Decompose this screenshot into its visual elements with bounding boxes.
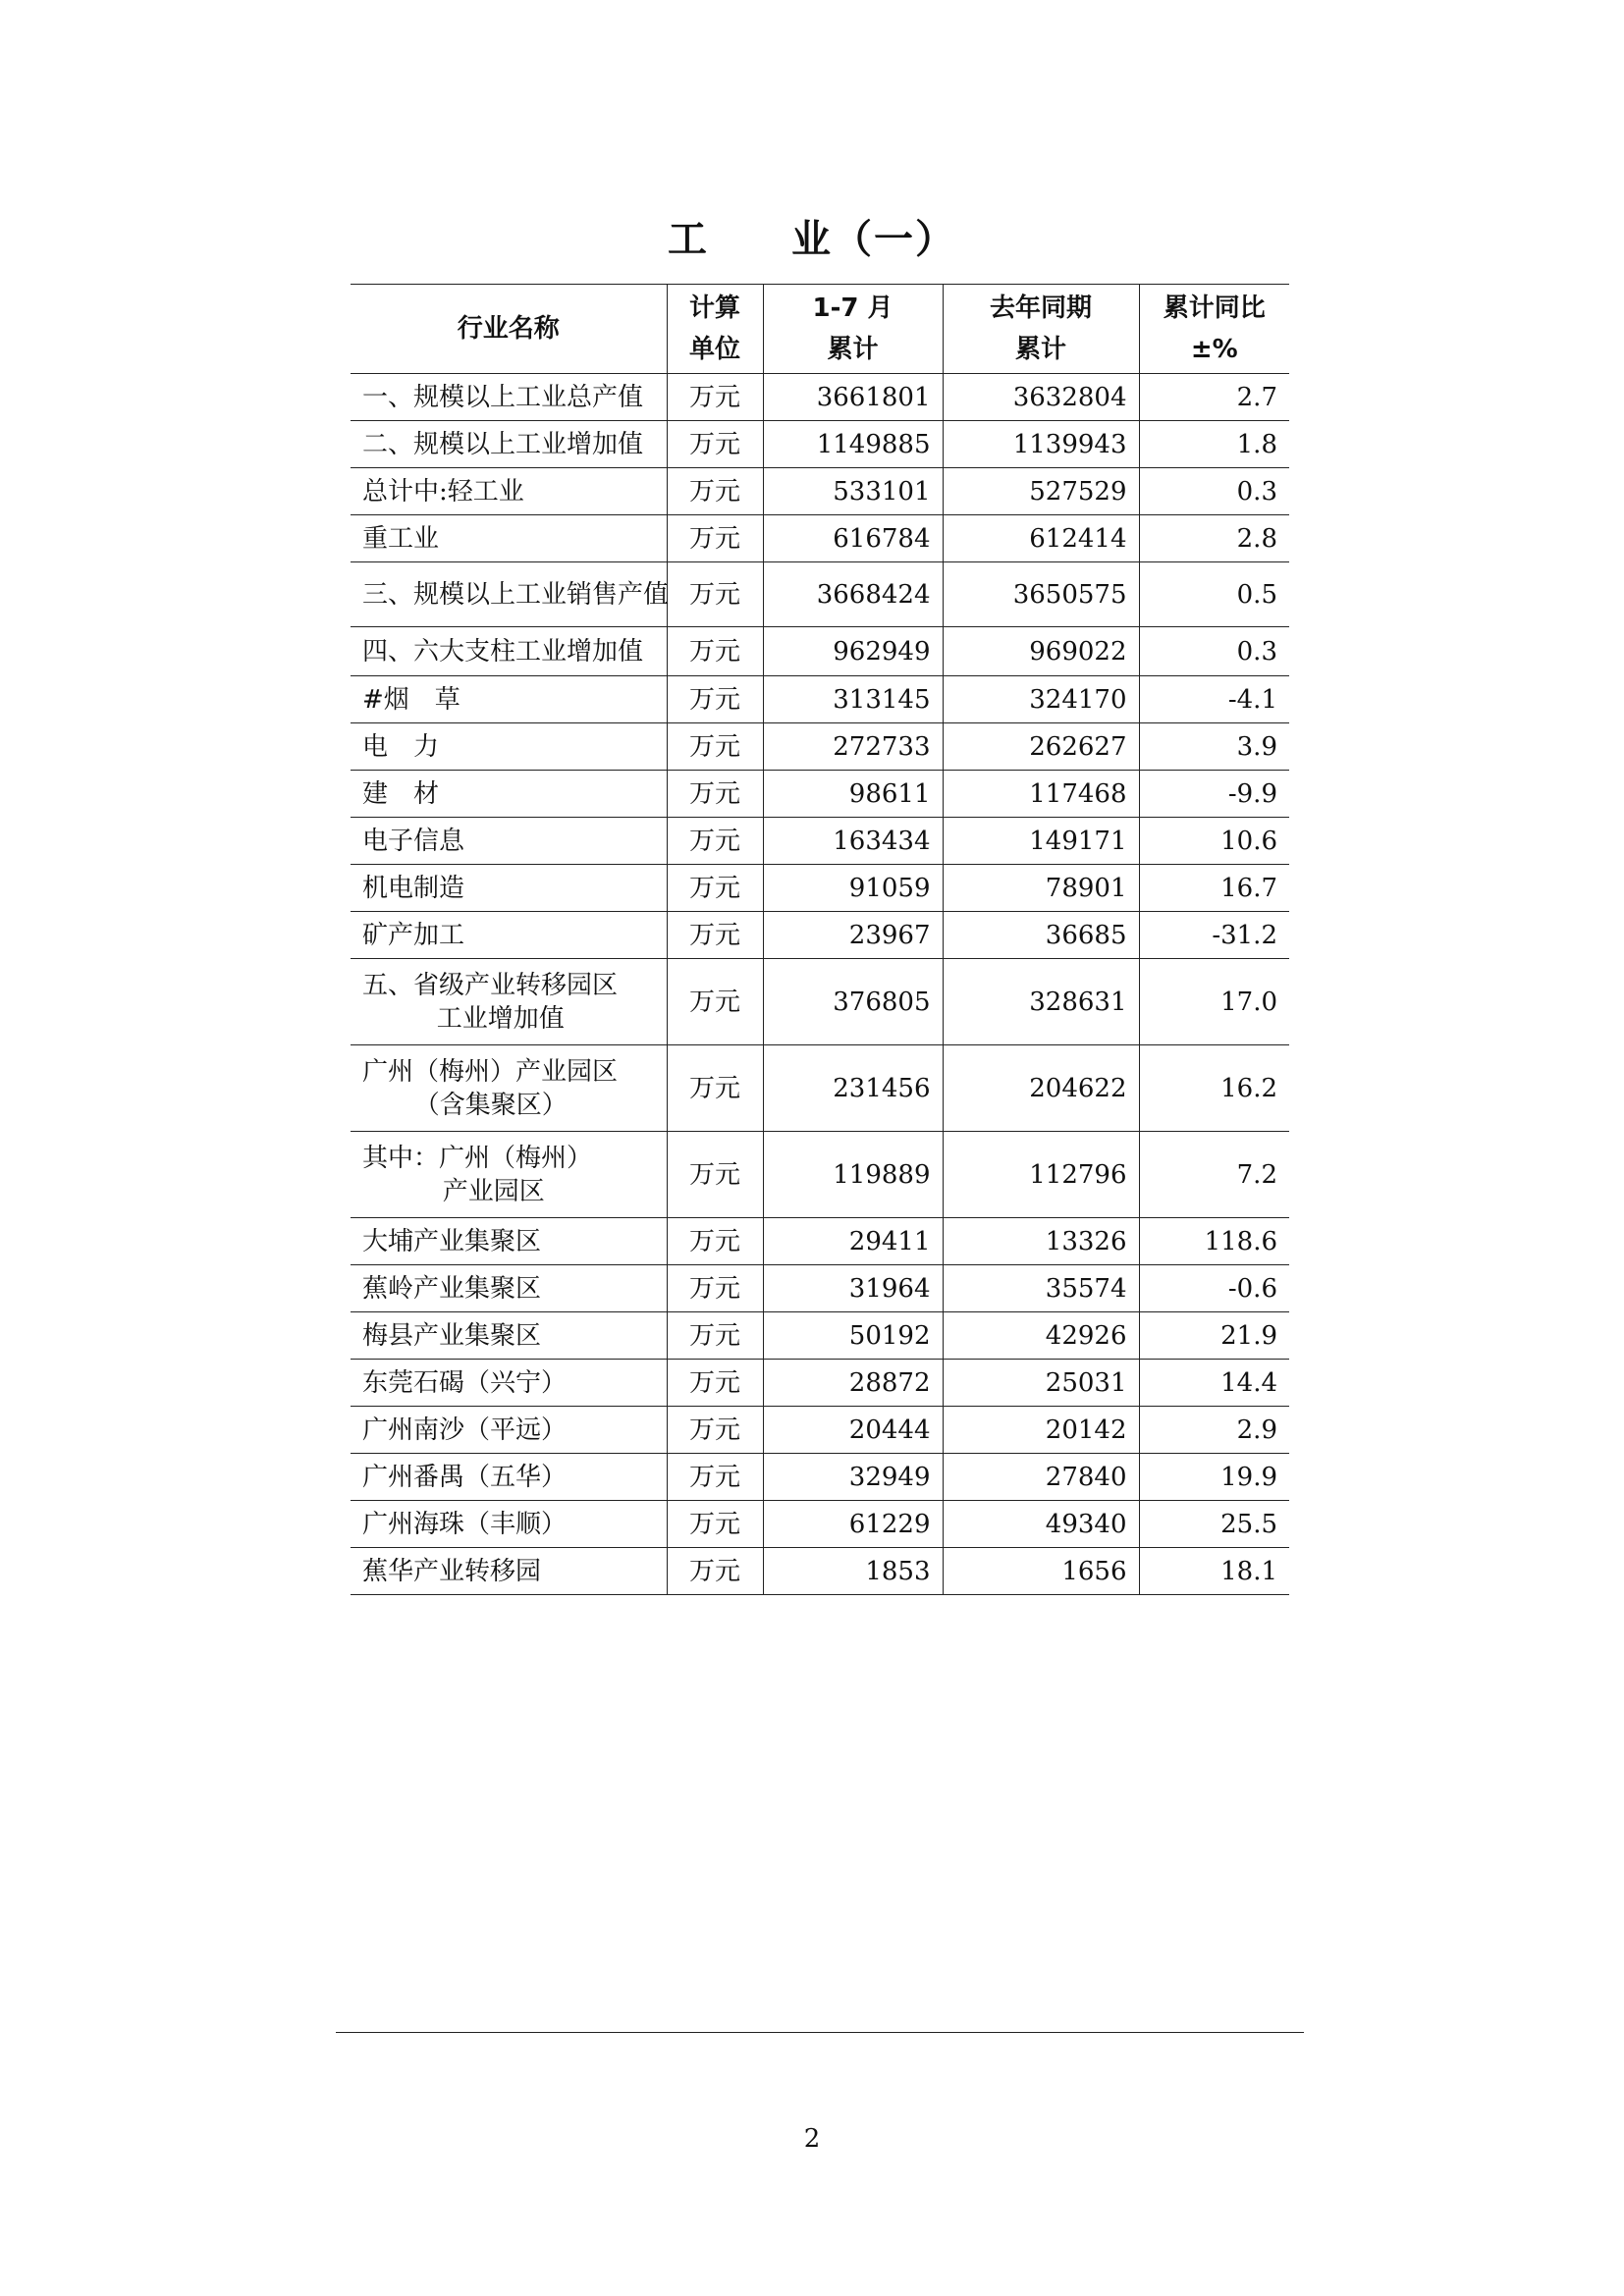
- row-unit: 万元: [667, 1312, 763, 1360]
- row-current-value: 50192: [763, 1312, 943, 1360]
- row-industry-name-line: 大埔产业集聚区: [362, 1226, 542, 1256]
- row-previous-value: 149171: [943, 818, 1139, 865]
- row-previous-value: 27840: [943, 1454, 1139, 1501]
- table-row: [351, 912, 1289, 959]
- row-yoy-change: 16.2: [1139, 1045, 1289, 1132]
- row-industry-name-line: 机电制造: [362, 873, 465, 903]
- row-previous-value: 969022: [943, 627, 1139, 676]
- header-current-cumulative: [763, 285, 943, 374]
- row-industry-name: [351, 1312, 667, 1360]
- row-industry-name: [351, 723, 667, 771]
- row-current-value: 61229: [763, 1501, 943, 1548]
- row-previous-value: 328631: [943, 959, 1139, 1045]
- row-industry-name-line: 四、六大支柱工业增加值: [362, 636, 644, 667]
- header-current-line-2: 累计: [827, 335, 879, 364]
- table-row: [351, 1360, 1289, 1407]
- row-unit: 万元: [667, 515, 763, 562]
- row-previous-value: 78901: [943, 865, 1139, 912]
- row-current-value: 119889: [763, 1132, 943, 1218]
- footer-divider: [336, 2032, 1304, 2033]
- row-unit: 万元: [667, 374, 763, 421]
- row-unit: 万元: [667, 1132, 763, 1218]
- row-yoy-change: 1.8: [1139, 421, 1289, 468]
- industry-table: [351, 284, 1289, 1595]
- row-current-value: 231456: [763, 1045, 943, 1132]
- row-previous-value: 324170: [943, 676, 1139, 723]
- row-yoy-change: 2.9: [1139, 1407, 1289, 1454]
- row-unit: 万元: [667, 912, 763, 959]
- row-industry-name-line: 电子信息: [362, 826, 465, 856]
- table-row: [351, 468, 1289, 515]
- row-previous-value: 49340: [943, 1501, 1139, 1548]
- row-previous-value: 3650575: [943, 562, 1139, 627]
- row-previous-value: 117468: [943, 771, 1139, 818]
- row-yoy-change: 2.8: [1139, 515, 1289, 562]
- row-previous-value: 1139943: [943, 421, 1139, 468]
- row-yoy-change: 10.6: [1139, 818, 1289, 865]
- row-industry-name: [351, 468, 667, 515]
- row-unit: 万元: [667, 1501, 763, 1548]
- header-unit: [667, 285, 763, 374]
- table-row: [351, 1218, 1289, 1265]
- row-unit: 万元: [667, 723, 763, 771]
- row-industry-name-line: 广州南沙（平远）: [362, 1415, 568, 1445]
- row-yoy-change: 118.6: [1139, 1218, 1289, 1265]
- row-industry-name: [351, 1407, 667, 1454]
- row-yoy-change: 0.3: [1139, 468, 1289, 515]
- row-current-value: 3668424: [763, 562, 943, 627]
- header-industry-name: 行业名称: [351, 285, 667, 374]
- row-yoy-change: 3.9: [1139, 723, 1289, 771]
- row-yoy-change: -31.2: [1139, 912, 1289, 959]
- row-industry-name: [351, 1454, 667, 1501]
- row-industry-name: [351, 1548, 667, 1595]
- header-current-line-1: 1-7 月: [812, 294, 893, 323]
- row-current-value: 962949: [763, 627, 943, 676]
- row-yoy-change: 17.0: [1139, 959, 1289, 1045]
- row-industry-name-line: 二、规模以上工业增加值: [362, 429, 644, 459]
- header-previous-line-2: 累计: [1014, 335, 1066, 364]
- row-current-value: 272733: [763, 723, 943, 771]
- row-current-value: 28872: [763, 1360, 943, 1407]
- row-unit: 万元: [667, 1265, 763, 1312]
- row-current-value: 376805: [763, 959, 943, 1045]
- row-industry-name: [351, 912, 667, 959]
- row-current-value: 32949: [763, 1454, 943, 1501]
- row-previous-value: 527529: [943, 468, 1139, 515]
- header-previous-line-1: 去年同期: [989, 294, 1092, 323]
- row-unit: 万元: [667, 676, 763, 723]
- row-industry-name: [351, 1045, 667, 1132]
- table-header-row: [351, 285, 1289, 374]
- table-row: [351, 959, 1289, 1045]
- row-industry-name: [351, 1360, 667, 1407]
- row-previous-value: 1656: [943, 1548, 1139, 1595]
- page-number: 2: [803, 2124, 821, 2154]
- row-unit: 万元: [667, 562, 763, 627]
- table-row: [351, 562, 1289, 627]
- row-yoy-change: 7.2: [1139, 1132, 1289, 1218]
- row-current-value: 31964: [763, 1265, 943, 1312]
- table-row: [351, 627, 1289, 676]
- table-row: [351, 1045, 1289, 1132]
- row-unit: 万元: [667, 421, 763, 468]
- row-unit: 万元: [667, 1548, 763, 1595]
- row-industry-name-line: 建 材: [362, 778, 440, 809]
- table-row: [351, 818, 1289, 865]
- row-yoy-change: 0.5: [1139, 562, 1289, 627]
- row-industry-name-line: 矿产加工: [362, 920, 465, 950]
- header-unit-line-2: 单位: [688, 335, 740, 364]
- table-row: [351, 421, 1289, 468]
- row-yoy-change: 19.9: [1139, 1454, 1289, 1501]
- row-yoy-change: -0.6: [1139, 1265, 1289, 1312]
- row-industry-name: [351, 1265, 667, 1312]
- table-row: [351, 723, 1289, 771]
- row-previous-value: 262627: [943, 723, 1139, 771]
- row-current-value: 313145: [763, 676, 943, 723]
- row-industry-name: [351, 562, 670, 627]
- page-title: 工 业（一）: [668, 217, 956, 262]
- row-current-value: 1149885: [763, 421, 943, 468]
- row-yoy-change: 16.7: [1139, 865, 1289, 912]
- row-industry-name-line: （含集聚区）: [413, 1090, 568, 1120]
- table-row: [351, 1265, 1289, 1312]
- row-industry-name: [351, 1218, 667, 1265]
- row-industry-name-line: 产业园区: [442, 1176, 545, 1206]
- row-unit: 万元: [667, 1218, 763, 1265]
- row-unit: 万元: [667, 1454, 763, 1501]
- row-current-value: 1853: [763, 1548, 943, 1595]
- row-unit: 万元: [667, 959, 763, 1045]
- row-previous-value: 25031: [943, 1360, 1139, 1407]
- row-industry-name: [351, 959, 667, 1045]
- row-industry-name-line: 电 力: [362, 731, 440, 762]
- table-row: [351, 1501, 1289, 1548]
- row-industry-name-line: 蕉岭产业集聚区: [362, 1273, 542, 1304]
- row-current-value: 98611: [763, 771, 943, 818]
- row-unit: 万元: [667, 627, 763, 676]
- header-unit-line-1: 计算: [688, 294, 740, 323]
- row-yoy-change: 25.5: [1139, 1501, 1289, 1548]
- row-previous-value: 42926: [943, 1312, 1139, 1360]
- row-current-value: 23967: [763, 912, 943, 959]
- row-industry-name: [351, 1132, 667, 1218]
- row-unit: 万元: [667, 1360, 763, 1407]
- row-current-value: 163434: [763, 818, 943, 865]
- row-previous-value: 612414: [943, 515, 1139, 562]
- row-industry-name: [351, 627, 667, 676]
- row-yoy-change: 2.7: [1139, 374, 1289, 421]
- table-row: [351, 676, 1289, 723]
- row-yoy-change: -4.1: [1139, 676, 1289, 723]
- row-industry-name: [351, 818, 667, 865]
- row-industry-name: [351, 676, 667, 723]
- row-industry-name: [351, 515, 667, 562]
- row-previous-value: 20142: [943, 1407, 1139, 1454]
- header-yoy-change: [1139, 285, 1289, 374]
- row-current-value: 20444: [763, 1407, 943, 1454]
- row-industry-name: [351, 771, 667, 818]
- row-industry-name-line: 工业增加值: [436, 1003, 565, 1034]
- table-row: [351, 771, 1289, 818]
- row-industry-name: [351, 865, 667, 912]
- row-previous-value: 35574: [943, 1265, 1139, 1312]
- table-row: [351, 374, 1289, 421]
- row-unit: 万元: [667, 468, 763, 515]
- row-previous-value: 112796: [943, 1132, 1139, 1218]
- row-industry-name-line: 梅县产业集聚区: [362, 1320, 542, 1351]
- row-current-value: 29411: [763, 1218, 943, 1265]
- row-industry-name-line: 总计中:轻工业: [362, 476, 524, 507]
- table-body: [351, 374, 1289, 1595]
- table-row: [351, 515, 1289, 562]
- table-row: [351, 865, 1289, 912]
- row-industry-name: [351, 1501, 667, 1548]
- row-industry-name-line: 广州（梅州）产业园区: [362, 1056, 619, 1087]
- row-industry-name-line: 东莞石碣（兴宁）: [362, 1367, 568, 1398]
- row-industry-name-line: 重工业: [362, 523, 440, 554]
- table-row: [351, 1312, 1289, 1360]
- row-industry-name-line: 一、规模以上工业总产值: [362, 382, 644, 412]
- row-industry-name: [351, 374, 667, 421]
- row-unit: 万元: [667, 1045, 763, 1132]
- row-industry-name: [351, 421, 667, 468]
- row-industry-name-line: 三、规模以上工业销售产值: [362, 579, 670, 610]
- table-row: [351, 1132, 1289, 1218]
- header-yoy-line-1: 累计同比: [1163, 294, 1266, 323]
- row-previous-value: 36685: [943, 912, 1139, 959]
- table-row: [351, 1454, 1289, 1501]
- table-row: [351, 1548, 1289, 1595]
- row-previous-value: 3632804: [943, 374, 1139, 421]
- row-industry-name-line: 五、省级产业转移园区: [362, 970, 619, 1000]
- row-yoy-change: 14.4: [1139, 1360, 1289, 1407]
- row-current-value: 616784: [763, 515, 943, 562]
- row-current-value: 3661801: [763, 374, 943, 421]
- row-yoy-change: 21.9: [1139, 1312, 1289, 1360]
- row-current-value: 91059: [763, 865, 943, 912]
- row-yoy-change: -9.9: [1139, 771, 1289, 818]
- row-industry-name-line: 其中：广州（梅州）: [362, 1143, 593, 1173]
- row-yoy-change: 18.1: [1139, 1548, 1289, 1595]
- row-unit: 万元: [667, 865, 763, 912]
- header-yoy-line-2: ±%: [1190, 335, 1238, 364]
- row-yoy-change: 0.3: [1139, 627, 1289, 676]
- row-industry-name-line: #烟 草: [362, 684, 460, 715]
- header-previous-cumulative: [943, 285, 1139, 374]
- table-row: [351, 1407, 1289, 1454]
- row-industry-name-line: 蕉华产业转移园: [362, 1556, 542, 1586]
- row-unit: 万元: [667, 818, 763, 865]
- row-current-value: 533101: [763, 468, 943, 515]
- row-industry-name-line: 广州海珠（丰顺）: [362, 1509, 568, 1539]
- row-previous-value: 13326: [943, 1218, 1139, 1265]
- row-previous-value: 204622: [943, 1045, 1139, 1132]
- row-unit: 万元: [667, 771, 763, 818]
- row-unit: 万元: [667, 1407, 763, 1454]
- row-industry-name-line: 广州番禺（五华）: [362, 1462, 568, 1492]
